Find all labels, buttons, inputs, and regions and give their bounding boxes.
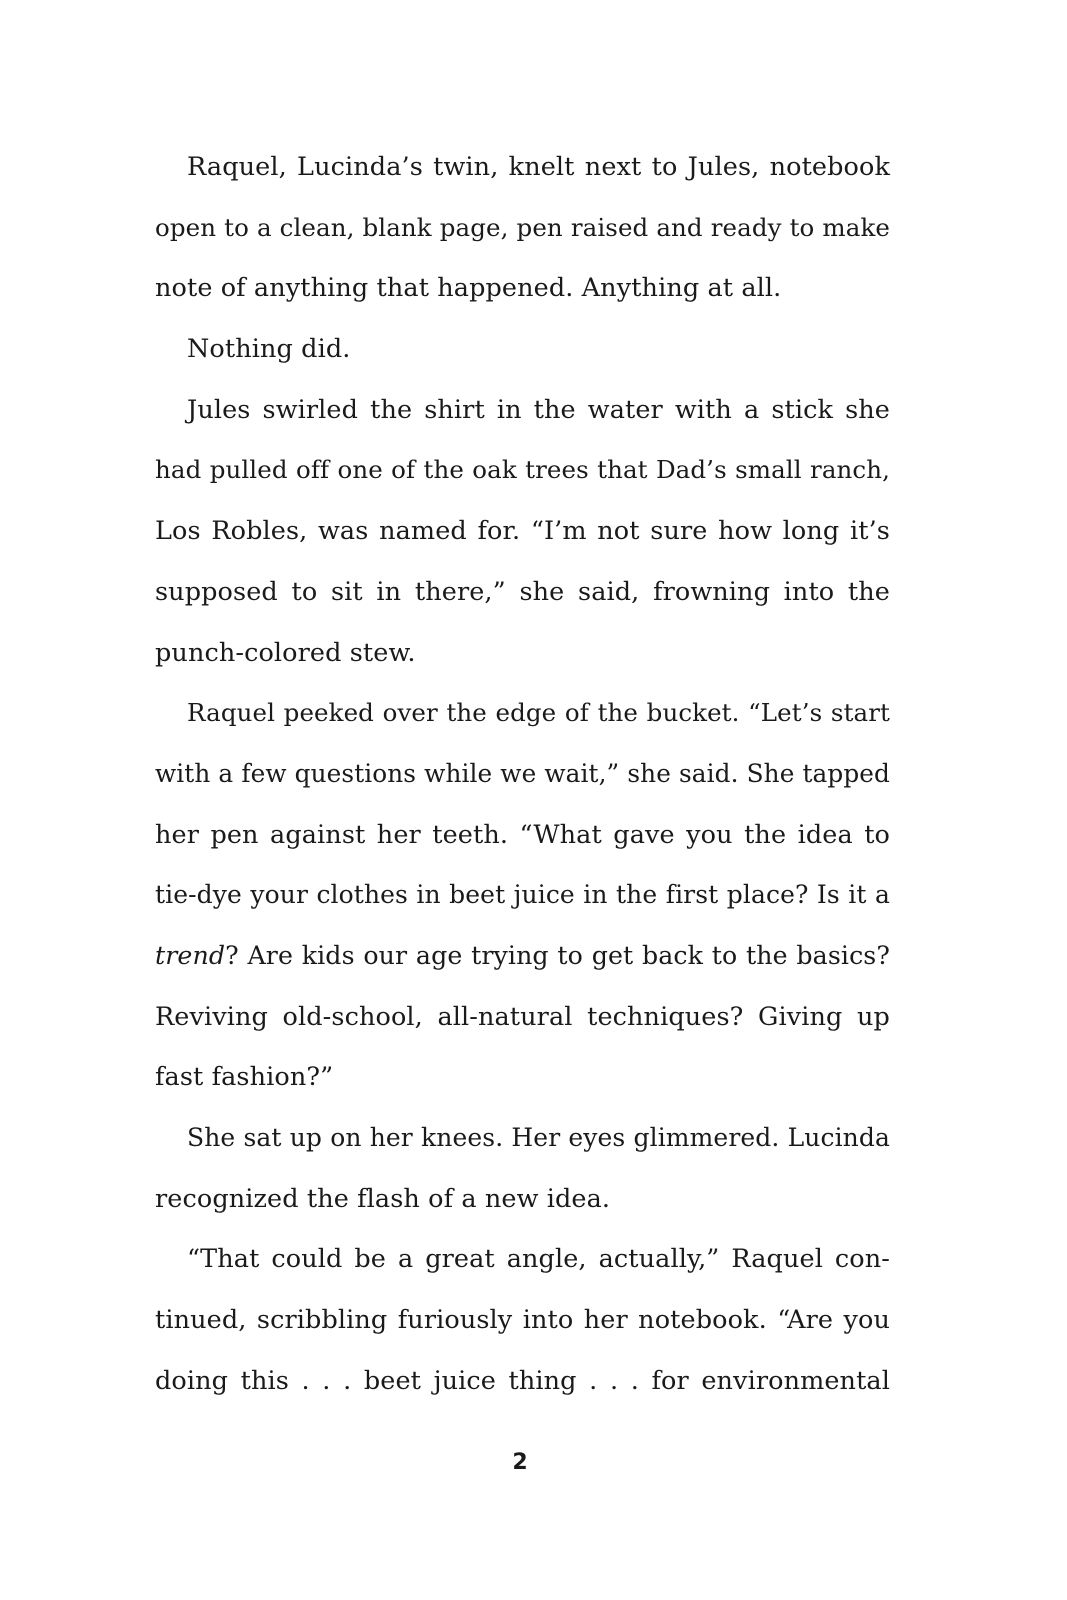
line-text: open to a clean, blank page, pen raised and ready to make [155,212,890,242]
text-line [155,1351,890,1412]
text-line [155,805,890,866]
text-line [155,562,890,623]
page-number: 2 [512,1450,528,1475]
line-text: punch-colored stew. [155,637,416,668]
line-text: fast fashion?” [155,1062,334,1093]
text-line [155,683,890,744]
text-line [155,1229,890,1290]
line-text: Jules swirled the shirt in the water with a stick she [187,394,890,425]
line-text: Reviving old-school, all-natural techniques? Giving up [155,1001,890,1032]
line-text: recognized the flash of a new idea. [155,1183,611,1214]
text-line [155,926,890,987]
line-text: supposed to sit in there,” she said, frowning into the [155,576,890,607]
line-text: doing this . . . beet juice thing . . . for environmental [155,1365,890,1396]
line-text: Raquel, Lucinda’s twin, knelt next to Jules, notebook [187,152,890,182]
line-text: tie-dye your clothes in beet juice in the first place? Is it a [155,880,890,910]
text-line [155,319,890,380]
text-line [155,1169,890,1230]
line-text: ? Are kids our age trying to get back to the basics? [225,940,890,970]
line-text: Raquel peeked over the edge of the bucket. “Let’s start [187,698,890,728]
line-text: her pen against her teeth. “What gave you the idea to [155,819,890,850]
line-text: Los Robles, was named for. “I’m not sure how long it’s [155,516,890,547]
line-text: had pulled off one of the oak trees that Dad’s small ranch, [155,455,890,485]
text-line [155,501,890,562]
line-text: Nothing did. [187,334,351,365]
page-body [155,137,890,1411]
line-text: note of anything that happened. Anything at all. [155,273,782,304]
line-text: with a few questions while we wait,” she said. She tapped [155,758,890,788]
text-line [155,380,890,441]
line-text: She sat up on her knees. Her eyes glimmered. Lucinda [187,1123,890,1152]
text-line [155,137,890,198]
text-line [155,440,890,501]
line-text: “That could be a great angle, actually,” Raquel con- [187,1244,890,1275]
text-line [155,865,890,926]
text-line [155,1047,890,1108]
text-line [155,1290,890,1351]
text-line [155,198,890,259]
text-line [155,987,890,1048]
line-text: tinued, scribbling furiously into her notebook. “Are you [155,1305,890,1336]
italic-word: trend [155,940,226,970]
text-line [155,258,890,319]
text-line [155,744,890,805]
text-line [155,623,890,684]
text-line [155,1108,890,1169]
